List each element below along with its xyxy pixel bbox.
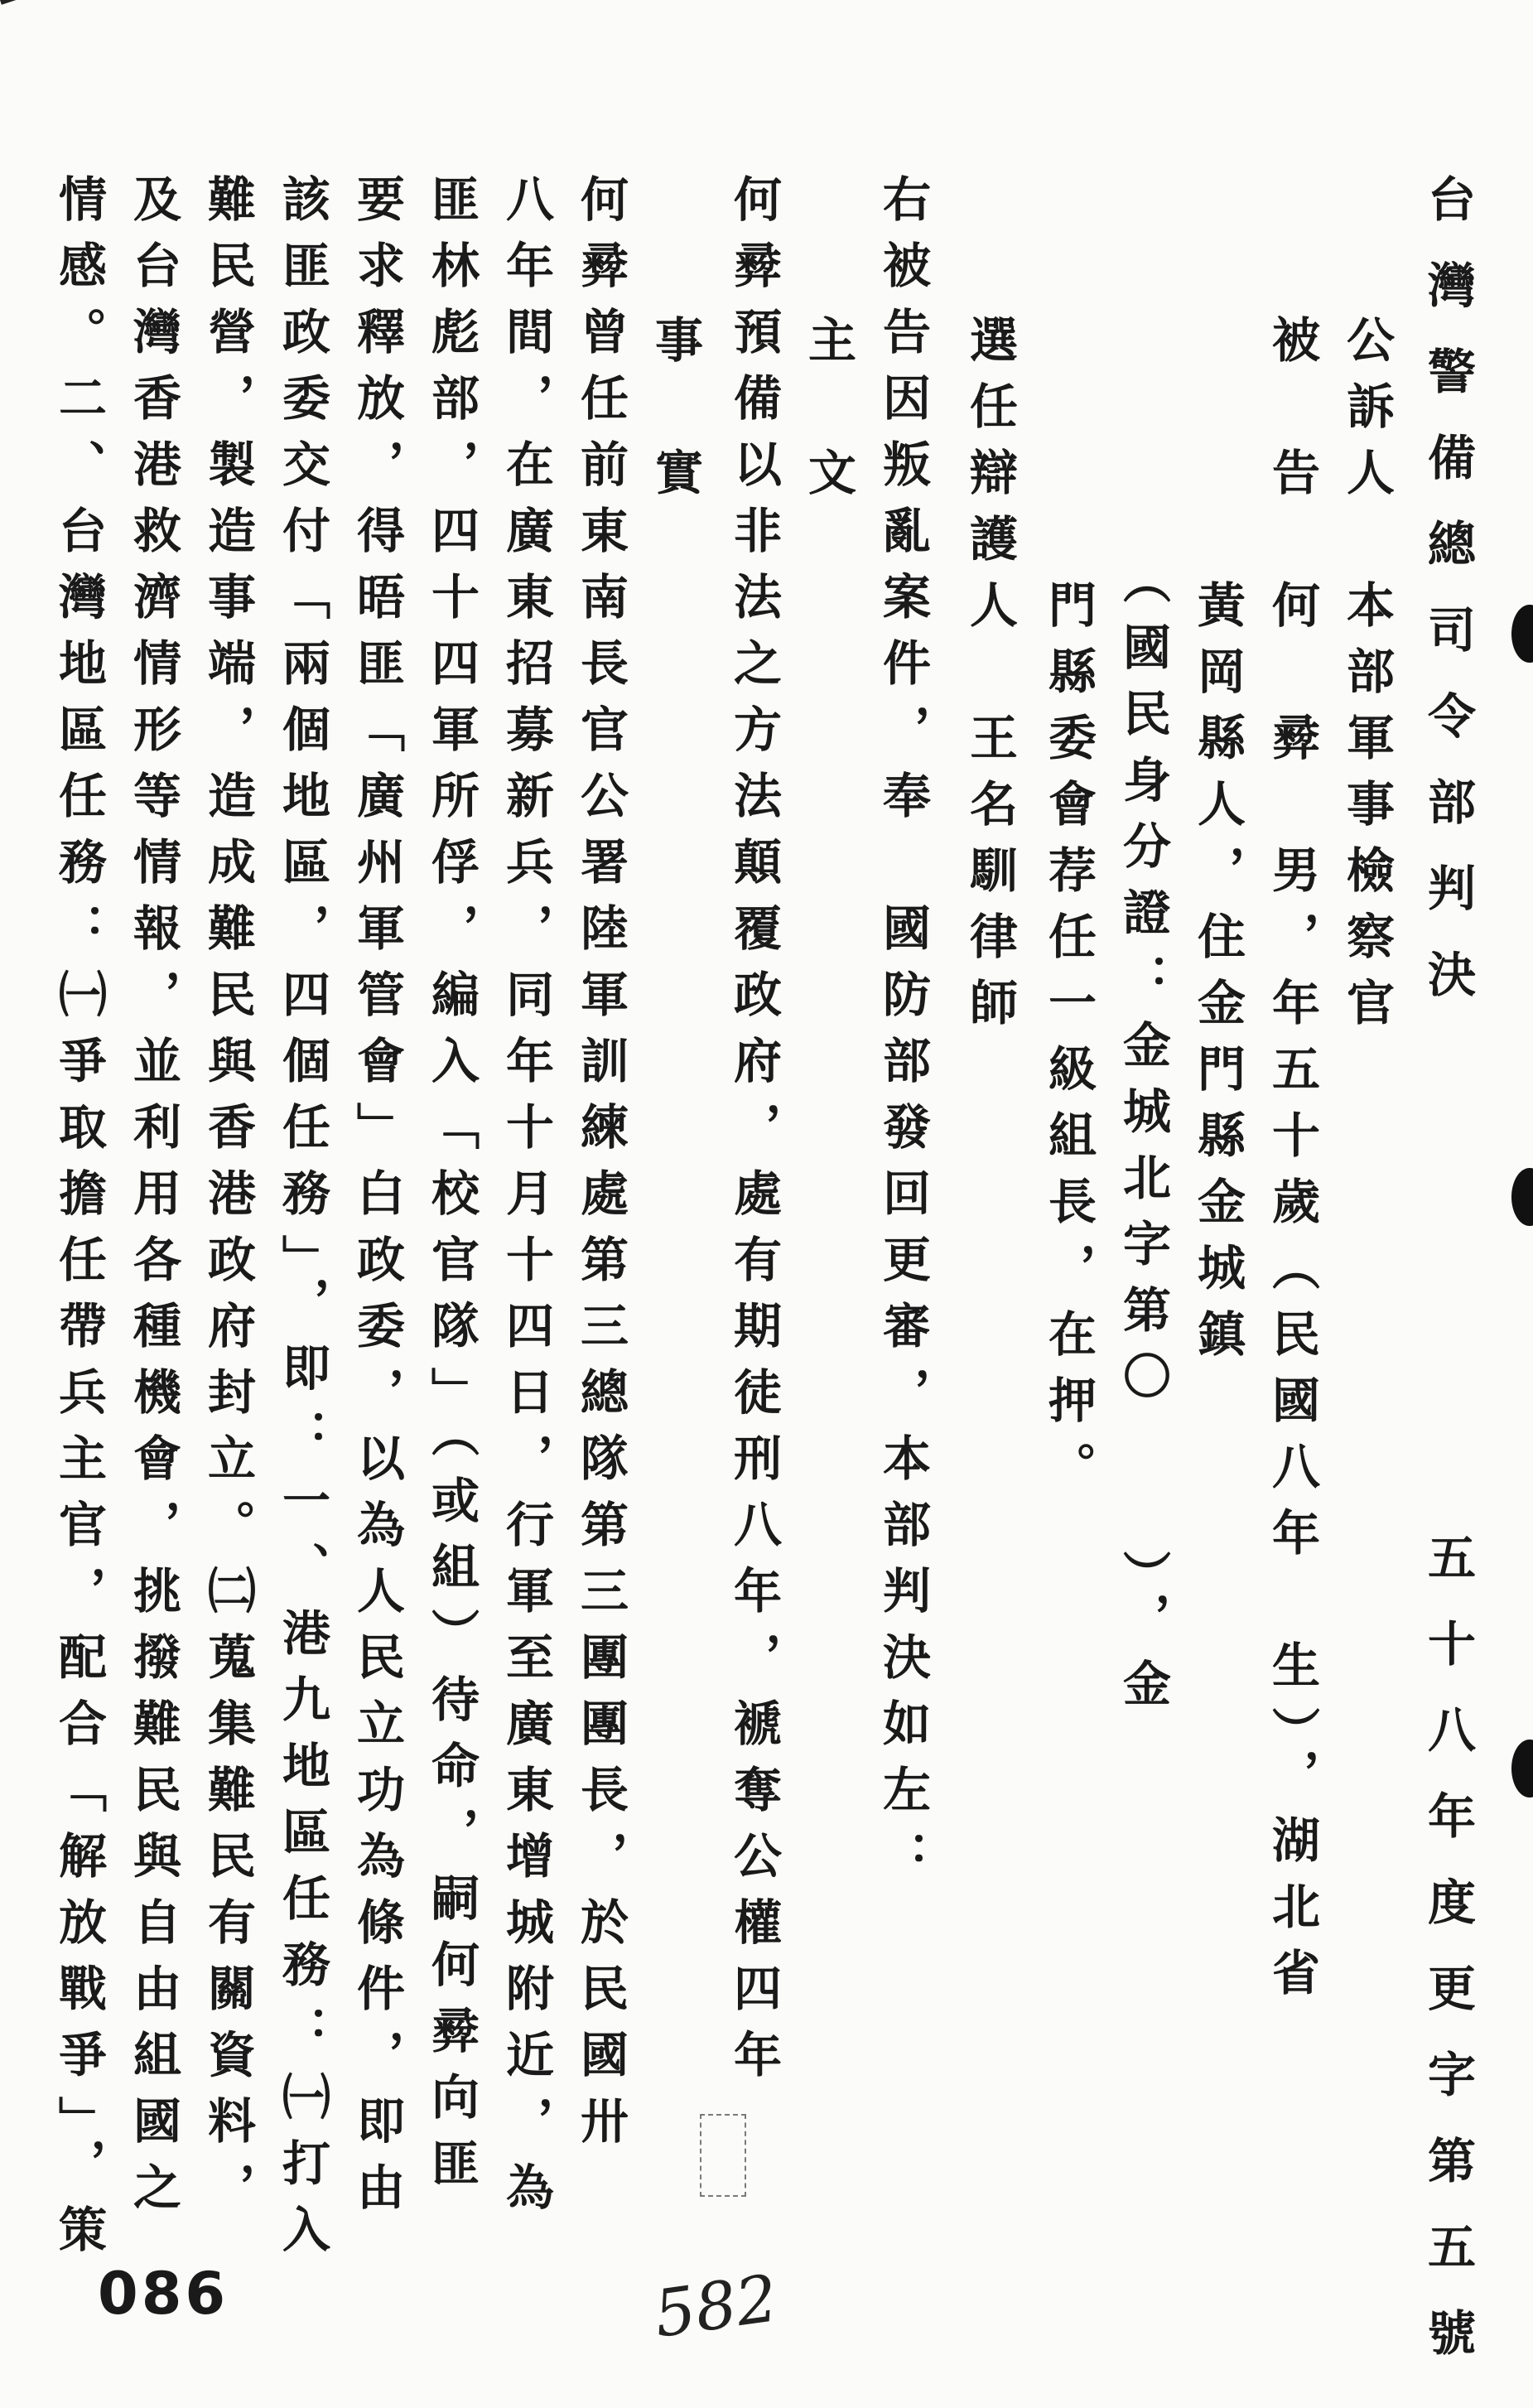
text-column-12: 八年間，在廣東招募新兵，同年十月十四日，行軍至廣東增城附近，為 xyxy=(498,174,554,2228)
punch-hole-middle xyxy=(1511,1168,1533,1226)
text-column-9: 何彛預備以非法之方法顛覆政府，處有期徒刑八年，褫奪公權四年 xyxy=(726,174,782,2096)
seal-stamp xyxy=(700,2114,746,2197)
section-heading-verdict: 主 文 xyxy=(800,315,856,514)
text-column-2: 被 告 何 彛 男，年五十歲（民國八年 生），湖北省 xyxy=(1264,315,1320,2014)
case-number: 五十八年度更字第五號 xyxy=(1420,1532,1476,2394)
text-column-5: 門縣委會荐任一級組長，在押。 xyxy=(1040,315,1097,1508)
text-column-13: 匪林彪部，四十四軍所俘，編入「校官隊」（或組）待命，嗣何彛向匪 xyxy=(423,174,480,2204)
punch-hole-top xyxy=(1511,605,1533,663)
text-column-17: 及台灣香港救濟情形等情報，並利用各種機會，挑撥難民與自由組國之 xyxy=(125,174,181,2228)
text-column-3: 黃岡縣人，住金門縣金城鎮 xyxy=(1189,315,1246,1375)
text-column-4: （國民身分證：金城北字第〇 ），金 xyxy=(1115,315,1171,1725)
text-column-6: 選任辯護人 王名馴律師 xyxy=(962,315,1018,1044)
text-column-1: 公訴人 本部軍事檢察官 xyxy=(1338,315,1395,1044)
text-column-18: 情感。二、台灣地區任務：㈠爭取擔任帶兵主官，配合「解放戰爭」，策 xyxy=(51,174,107,2270)
handwritten-number: 582 xyxy=(649,2261,783,2353)
text-column-7: 右被告因叛亂案件，奉 國防部發回更審，本部判決如左： xyxy=(875,174,931,1897)
text-column-11: 何彛曾任前東南長官公署陸軍訓練處第三總隊第三團團長，於民國卅 xyxy=(572,174,629,2162)
text-column-15: 該匪政委交付「兩個地區，四個任務」，即：一、港九地區任務：㈠打入 xyxy=(274,174,330,2270)
text-column-14: 要求釋放，得晤匪「廣州軍管會」白政委，以為人民立功為條件，即由 xyxy=(349,174,405,2228)
document-title: 台灣警備總司令部判決 xyxy=(1420,174,1476,1035)
section-heading-facts: 事 實 xyxy=(647,315,703,514)
text-column-16: 難民營，製造事端，造成難民與香港政府封立。㈡蒐集難民有關資料， xyxy=(200,174,256,2228)
page-number: 086 xyxy=(98,2260,229,2328)
corner-mark xyxy=(0,0,33,5)
punch-hole-bottom xyxy=(1511,1740,1533,1798)
